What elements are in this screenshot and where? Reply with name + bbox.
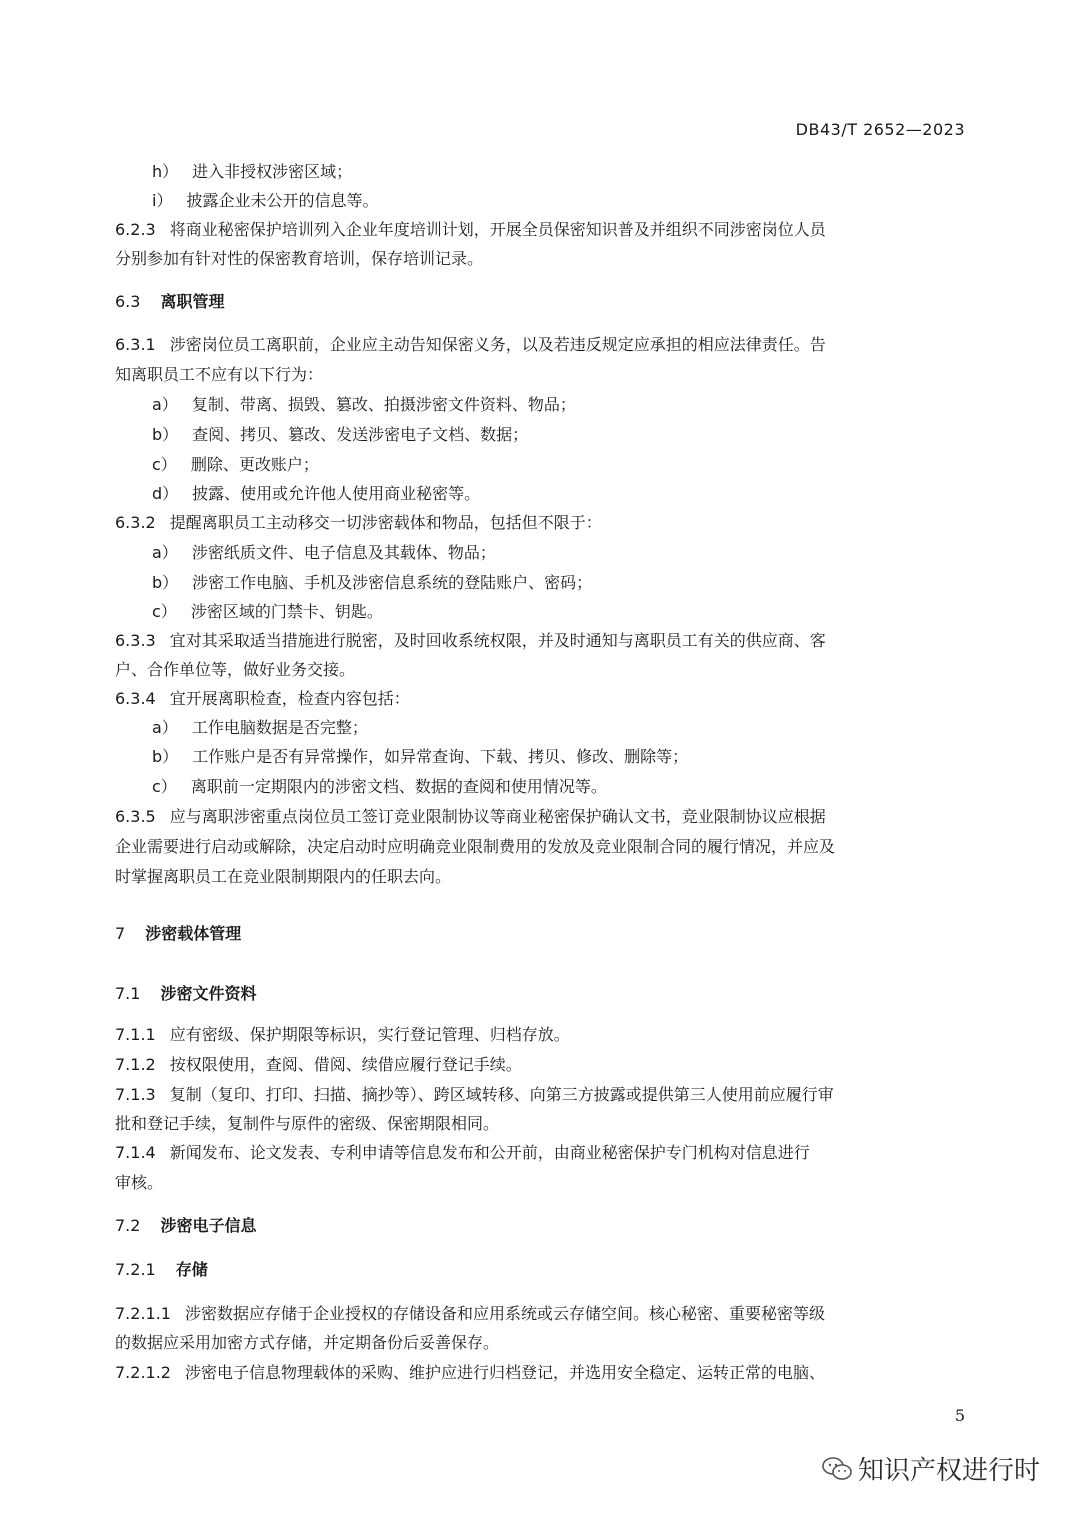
line-7-2-1-2 bbox=[115, 1361, 825, 1385]
line-6-3-2-list-b bbox=[152, 571, 592, 595]
section-heading: 离职管理 bbox=[160, 292, 225, 311]
watermark bbox=[822, 1450, 1040, 1487]
clause-text: 宜对其采取适当措施进行脱密，及时回收系统权限，并及时通知与离职员工有关的供应商、客 bbox=[169, 631, 826, 650]
clause-text: 按权限使用，查阅、借阅、续借应履行登记手续。 bbox=[169, 1055, 522, 1074]
line-6-3-2-list-c bbox=[152, 600, 383, 624]
clause-number: 7.2.1.2 bbox=[115, 1363, 171, 1382]
line-7-2-1-1-b bbox=[115, 1331, 499, 1355]
clause-number: a） bbox=[152, 718, 178, 737]
clause-text: 工作电脑数据是否完整； bbox=[191, 718, 368, 737]
clause-number: 7.1.4 bbox=[115, 1143, 156, 1162]
line-7 bbox=[115, 922, 241, 946]
line-7-2-1-1-a bbox=[115, 1302, 825, 1326]
line-6-3-3-a bbox=[115, 629, 826, 653]
clause-text: 提醒离职员工主动移交一切涉密载体和物品，包括但不限于： bbox=[169, 513, 602, 532]
document-code: DB43/T 2652—2023 bbox=[795, 120, 965, 139]
clause-text: 应有密级、保护期限等标识，实行登记管理、归档存放。 bbox=[169, 1025, 570, 1044]
line-7-1-4-a bbox=[115, 1141, 810, 1165]
line-7-1-3-a bbox=[115, 1083, 834, 1107]
line-7-1 bbox=[115, 982, 256, 1006]
line-7-1-4-b bbox=[115, 1171, 163, 1195]
line-6-3-4-list-c bbox=[152, 775, 607, 799]
line-6-3-1-list-d bbox=[152, 482, 480, 506]
line-6-3-1-b bbox=[115, 363, 323, 387]
line-6-3-5-a bbox=[115, 805, 826, 829]
clause-text: 新闻发布、论文发表、专利申请等信息发布和公开前，由商业秘密保护专门机构对信息进行 bbox=[169, 1143, 810, 1162]
clause-number: i） bbox=[152, 191, 173, 210]
line-6-3-1-list-c bbox=[152, 453, 319, 477]
clause-number: 7 bbox=[115, 924, 126, 943]
clause-text: 涉密纸质文件、电子信息及其载体、物品； bbox=[191, 543, 496, 562]
line-6-3-2 bbox=[115, 511, 602, 535]
section-heading: 存储 bbox=[175, 1260, 208, 1279]
line-6-3-4-list-a bbox=[152, 716, 368, 740]
clause-text: 复制、带离、损毁、篡改、拍摄涉密文件资料、物品； bbox=[191, 395, 576, 414]
clause-number: d） bbox=[152, 484, 179, 503]
section-heading: 涉密电子信息 bbox=[160, 1216, 257, 1235]
clause-text: 披露、使用或允许他人使用商业秘密等。 bbox=[192, 484, 481, 503]
clause-text: 查阅、拷贝、篡改、发送涉密电子文档、数据； bbox=[192, 425, 529, 444]
watermark-text: 知识产权进行时 bbox=[858, 1456, 1041, 1486]
clause-text: 企业需要进行启动或解除，决定启动时应明确竞业限制费用的发放及竞业限制合同的履行情况，并应及 bbox=[115, 837, 836, 856]
clause-text: 的数据应采用加密方式存储，并定期备份后妥善保存。 bbox=[115, 1333, 500, 1352]
clause-text: 分别参加有针对性的保密教育培训，保存培训记录。 bbox=[115, 249, 484, 268]
line-6-2-3-a bbox=[115, 218, 826, 242]
clause-number: 6.3.2 bbox=[115, 513, 156, 532]
line-6-3-2-list-a bbox=[152, 541, 496, 565]
clause-number: c） bbox=[152, 777, 177, 796]
line-6-3 bbox=[115, 290, 224, 314]
line-7-1-3-b bbox=[115, 1112, 499, 1136]
line-6-3-1-list-a bbox=[152, 393, 576, 417]
clause-number: a） bbox=[152, 543, 178, 562]
clause-text: 宜开展离职检查，检查内容包括： bbox=[169, 689, 410, 708]
clause-text: 离职前一定期限内的涉密文档、数据的查阅和使用情况等。 bbox=[190, 777, 607, 796]
clause-text: 工作账户是否有异常操作，如异常查询、下载、拷贝、修改、删除等； bbox=[192, 747, 689, 766]
line-6-3-5-c bbox=[115, 865, 451, 889]
section-heading: 涉密载体管理 bbox=[145, 924, 242, 943]
clause-text: 涉密电子信息物理载体的采购、维护应进行归档登记，并选用安全稳定、运转正常的电脑、 bbox=[184, 1363, 825, 1382]
page-number: 5 bbox=[954, 1406, 965, 1425]
clause-number: 7.1.1 bbox=[115, 1025, 156, 1044]
line-7-1-1 bbox=[115, 1023, 570, 1047]
clause-text: 涉密数据应存储于企业授权的存储设备和应用系统或云存储空间。核心秘密、重要秘密等级 bbox=[184, 1304, 825, 1323]
line-6-2-3-b bbox=[115, 247, 483, 271]
line-6-3-4-list-b bbox=[152, 745, 688, 769]
line-i bbox=[152, 189, 378, 213]
clause-number: 6.3.4 bbox=[115, 689, 156, 708]
clause-text: 涉密区域的门禁卡、钥匙。 bbox=[190, 602, 383, 621]
clause-number: 7.2.1.1 bbox=[115, 1304, 171, 1323]
clause-number: c） bbox=[152, 455, 177, 474]
clause-text: 删除、更改账户； bbox=[190, 455, 319, 474]
clause-number: 6.3.1 bbox=[115, 335, 156, 354]
line-6-3-1-a bbox=[115, 333, 826, 357]
clause-text: 披露企业未公开的信息等。 bbox=[186, 191, 379, 210]
wechat-icon bbox=[822, 1456, 852, 1482]
clause-number: b） bbox=[152, 425, 179, 444]
clause-text: 户、合作单位等，做好业务交接。 bbox=[115, 660, 356, 679]
clause-number: b） bbox=[152, 747, 179, 766]
clause-text: 进入非授权涉密区域； bbox=[192, 162, 353, 181]
section-heading: 涉密文件资料 bbox=[160, 984, 257, 1003]
clause-number: 7.2 bbox=[115, 1216, 141, 1235]
clause-number: 6.3.5 bbox=[115, 807, 156, 826]
clause-number: 6.3.3 bbox=[115, 631, 156, 650]
clause-text: 涉密工作电脑、手机及涉密信息系统的登陆账户、密码； bbox=[192, 573, 593, 592]
line-6-3-1-list-b bbox=[152, 423, 528, 447]
line-7-1-2 bbox=[115, 1053, 522, 1077]
clause-text: 审核。 bbox=[115, 1173, 164, 1192]
clause-number: a） bbox=[152, 395, 178, 414]
clause-number: b） bbox=[152, 573, 179, 592]
clause-text: 知离职员工不应有以下行为： bbox=[115, 365, 324, 384]
clause-text: 涉密岗位员工离职前，企业应主动告知保密义务，以及若违反规定应承担的相应法律责任。告 bbox=[169, 335, 826, 354]
clause-number: 7.1.3 bbox=[115, 1085, 156, 1104]
line-6-3-5-b bbox=[115, 835, 835, 859]
clause-text: 复制（复印、打印、扫描、摘抄等）、跨区域转移、向第三方披露或提供第三人使用前应履行审 bbox=[169, 1085, 834, 1104]
clause-number: 7.1.2 bbox=[115, 1055, 156, 1074]
clause-text: 批和登记手续，复制件与原件的密级、保密期限相同。 bbox=[115, 1114, 500, 1133]
clause-number: c） bbox=[152, 602, 177, 621]
clause-text: 将商业秘密保护培训列入企业年度培训计划，开展全员保密知识普及并组织不同涉密岗位人员 bbox=[169, 220, 826, 239]
line-h bbox=[152, 160, 352, 184]
line-7-2-1 bbox=[115, 1258, 208, 1282]
clause-number: 7.2.1 bbox=[115, 1260, 156, 1279]
clause-number: 6.3 bbox=[115, 292, 141, 311]
clause-number: 7.1 bbox=[115, 984, 141, 1003]
clause-number: 6.2.3 bbox=[115, 220, 156, 239]
clause-number: h） bbox=[152, 162, 179, 181]
clause-text: 应与离职涉密重点岗位员工签订竞业限制协议等商业秘密保护确认文书，竞业限制协议应根据 bbox=[169, 807, 826, 826]
line-6-3-4 bbox=[115, 687, 410, 711]
line-7-2 bbox=[115, 1214, 256, 1238]
line-6-3-3-b bbox=[115, 658, 355, 682]
clause-text: 时掌握离职员工在竞业限制期限内的任职去向。 bbox=[115, 867, 452, 886]
